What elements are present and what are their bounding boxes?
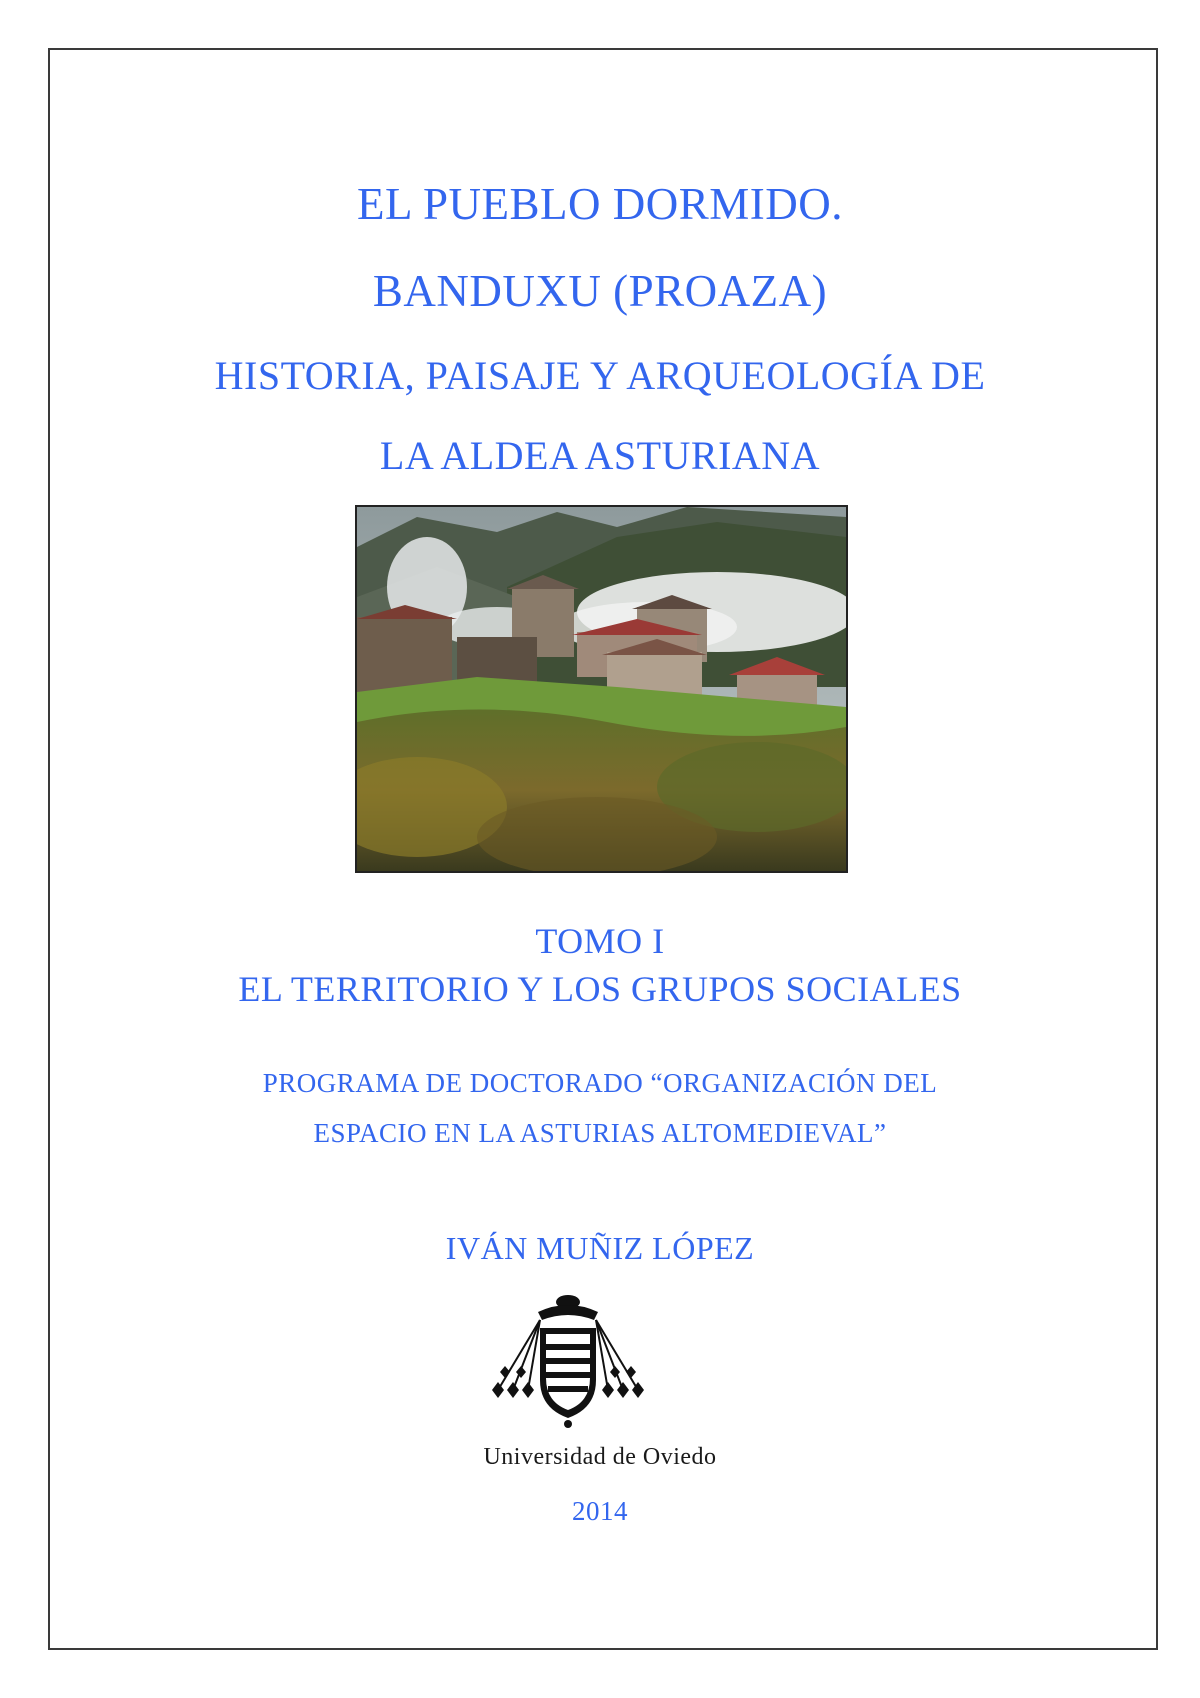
title-line-2: BANDUXU (PROAZA) (372, 266, 828, 316)
publication-year: 2014 (572, 1496, 628, 1526)
cover-photo-village (355, 505, 848, 873)
author-name: IVÁN MUÑIZ LÓPEZ (445, 1230, 755, 1266)
volume-subtitle: EL TERRITORIO Y LOS GRUPOS SOCIALES (238, 969, 962, 1009)
program-line-1: PROGRAMA DE DOCTORADO “ORGANIZACIÓN DEL (262, 1068, 938, 1098)
university-seal-icon (478, 1290, 658, 1430)
program-line-2: ESPACIO EN LA ASTURIAS ALTOMEDIEVAL” (313, 1118, 887, 1148)
institution-name: Universidad de Oviedo (483, 1444, 717, 1470)
title-line-4: LA ALDEA ASTURIANA (379, 433, 821, 478)
volume-number: TOMO I (535, 921, 665, 961)
title-line-3: HISTORIA, PAISAJE Y ARQUEOLOGÍA DE (214, 353, 986, 398)
title-line-1: EL PUEBLO DORMIDO. (356, 179, 844, 229)
